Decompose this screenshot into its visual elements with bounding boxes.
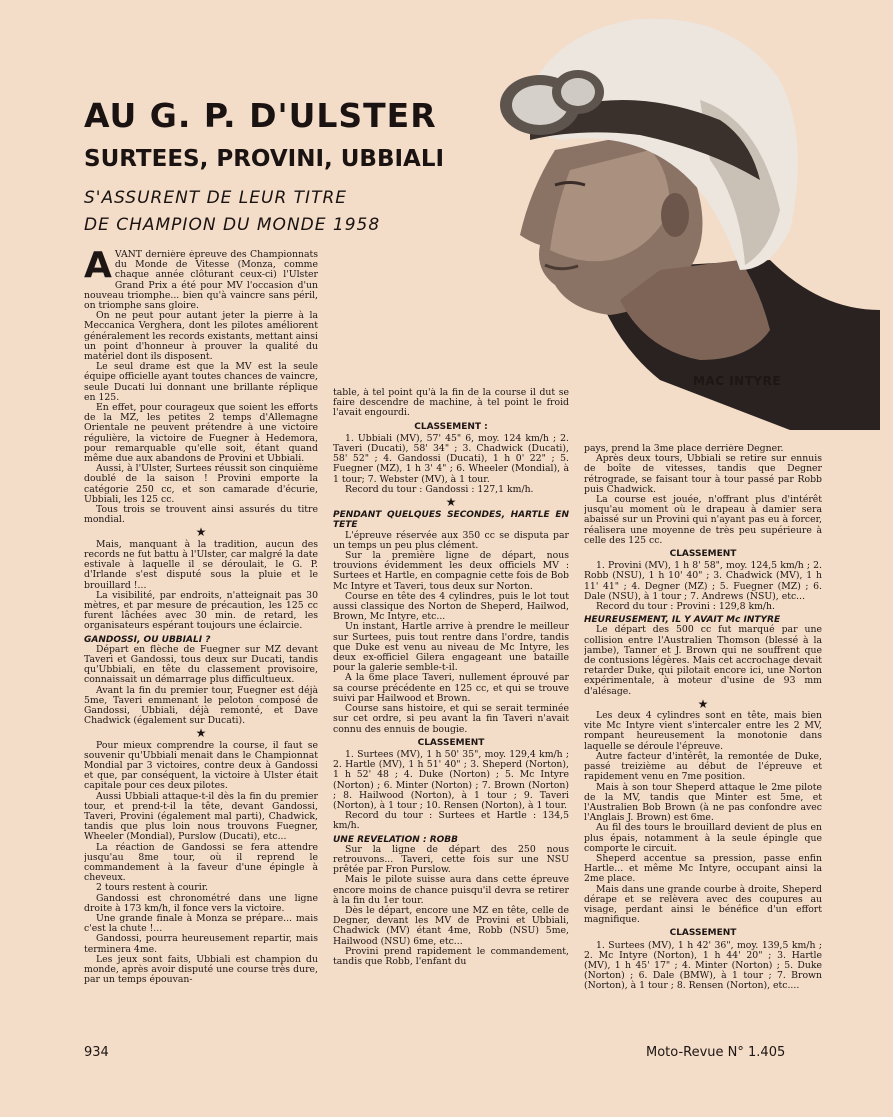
paragraph: Mais le pilote suisse aura dans cette épreuve encore moins de chance puisqu'il devra se retirer à la fin du 1er tour. [333,874,569,906]
section-heading: UNE REVELATION : ROBB [333,834,458,845]
star-separator: ★ [697,696,709,711]
paragraph: La visibilité, par endroits, n'atteignait pas 30 mètres, et par mesure de précaution, les 125 cc furent lâchées avec 30 min. de retard, les organisateurs espérant toujours une éclaircie. [84,589,318,632]
paragraph: Aussi Ubbiali attaque-t-il dès la fin du premier tour, et prend-t-il la tête, devant Gandossi, Taveri, Provini (également mal parti), Chadwick, tandis que plus loin nous trouvons Fuegner, Wheeler (Mondial), Purslow (Ducati), etc... [84,790,318,843]
paragraph: Provini prend rapidement le commandement, tandis que Robb, l'enfant du [333,945,569,967]
page-number: 934 [84,1045,109,1060]
article-column-2 [333,388,569,1040]
section-heading: HEUREUSEMENT, IL Y AVAIT Mc INTYRE [584,615,781,626]
photo-caption: MAC INTYRE [693,374,782,388]
paragraph: Le départ des 500 cc fut marqué par une collision entre l'Australien Thomson (blessé à la jambe), Tanner et J. Brown qui ne souffrent que de contusions légères. Mais cet accrochage devait retarder Duke, qui pilotait encore ici, une Norton expérimentale, à moteur d'usine de 93 mm d'alésage. [584,624,822,697]
paragraph: Mais à son tour Sheperd attaque le 2me pilote de la MV, tandis que Minter est 5me, et l'Australien Bob Brown (à ne pas confondre avec l'Anglais J. Brown) est 6me. [584,781,822,824]
magazine-issue: Moto-Revue N° 1.405 [646,1045,786,1060]
paragraph: La course est jouée, n'offrant plus d'intérêt jusqu'au moment où le drapeau à damier sera abaissé sur un Provini qui n'ayant pas eu à forcer, réalisera une moyenne de très peu supérieure à celle des 125 cc. [584,494,822,546]
paragraph: En effet, pour courageux que soient les efforts de la MZ, les petites 2 temps d'Allemagne Orientale ne peuvent prétendre à une victoire régulière, la victoire de Fuegner à Hedemora, pour remarquable qu'elle soit, étant quand même due aux abandons de Provini et Ubbiali. [84,402,318,465]
classification-title: CLASSEMENT [669,549,737,560]
headline-line-3: S'ASSURENT DE LEUR TITRE [84,188,348,208]
paragraph: Un instant, Hartle arrive à prendre le meilleur sur Surtees, puis tout rentre dans l'ordre, tandis que Duke est venu au niveau de Mc Intyre, les deux ex-officiel Gilera engageant une bataille pour la galerie semble-t-il. [333,621,569,674]
drop-cap: A [84,250,112,286]
paragraph: Au fil des tours le brouillard devient de plus en plus épais, notamment à la seule épingle que comporte le circuit. [584,822,822,854]
paragraph: L'épreuve réservée aux 350 cc se disputa par un temps un peu plus clément. [333,529,569,551]
paragraph: A la 6me place Taveri, nullement éprouvé par sa course précédente en 125 cc, et qui se trouve suivi par Hailwood et Brown. [333,672,569,704]
section-heading: GANDOSSI, OU UBBIALI ? [84,634,211,645]
lap-record: Record du tour : Provini : 129,8 km/h. [596,601,775,613]
star-separator: ★ [445,495,457,510]
paragraph: La réaction de Gandossi se fera attendre jusqu'au 8me tour, où il reprend le commandement à la faveur d'une épingle à cheveux. [84,841,318,884]
classification-title: CLASSEMENT [417,737,485,748]
paragraph: Sur la première ligne de départ, nous trouvions évidemment les deux officiels MV : Surtees et Hartle, en compagnie cette fois de Bob Mc Intyre et Taveri, tous deux sur Norton. [333,550,569,592]
headline: AU G. P. D'ULSTER [84,96,437,135]
paragraph: Autre facteur d'intérêt, la remontée de Duke, passé treizième au début de l'épreuve et rapidement venu en 7me position. [584,750,822,783]
paragraph: Les jeux sont faits, Ubbiali est champion du monde, après avoir disputé une course très dure, par un temps épouvan- [84,953,318,986]
paragraph: Une grande finale à Monza se prépare... mais c'est la chute !... [84,913,318,935]
portrait-photo [460,10,880,430]
paragraph: On ne peut pour autant jeter la pierre à la Meccanica Verghera, dont les pilotes améliorent généralement les records existants, mettant ainsi un point d'honneur à prouver la qualité du matériel dont ils disposent. [84,310,318,363]
paragraph: Course sans histoire, et qui se serait terminée sur cet ordre, si peu avant la fin Taveri n'avait connu des ennuis de bougie. [333,703,569,735]
paragraph: Aussi, à l'Ulster, Surtees réussit son cinquième doublé de la saison ! Provini emporte la catégorie 250 cc, et son camarade d'écurie, Ubbiali, les 125 cc. [84,463,318,505]
paragraph: 2 tours restent à courir. [96,882,209,894]
paragraph: table, à tel point qu'à la fin de la course il dut se faire descendre de machine, à tel point le froid l'avait engourdi. [333,388,569,419]
article-column-1 [84,250,318,1040]
paragraph: Avant la fin du premier tour, Fuegner est déjà 5me, Taveri emmenant le peloton composé de Gandossi, Ubbiali, déjà remonté, et Dave Chadwick (également sur Ducati). [84,684,318,727]
paragraph: Gandossi, pourra heureusement repartir, mais terminera 4me. [84,933,318,955]
paragraph: Mais dans une grande courbe à droite, Sheperd dérape et se relèvera avec des coupures au visage, perdant ainsi le bénéfice d'un effort magnifique. [584,883,822,926]
classification-results: 1. Surtees (MV), 1 h 42' 36", moy. 139,5 km/h ; 2. Mc Intyre (Norton), 1 h 44' 20" ; 3. Hartle (MV), 1 h 45' 17" ; 4. Minter (Norton) ; 5. Duke (Norton) ; 6. Dale (BMW), à 1 tour ; 7. Brown (Norton), à 1 tour ; 8. Rensen (Norton), etc.... [584,939,822,992]
classification-title: CLASSEMENT : [414,421,488,432]
paragraph: Tous trois se trouvent ainsi assurés du titre mondial. [84,504,318,526]
classification-title: CLASSEMENT [669,928,737,939]
classification-results: 1. Ubbiali (MV), 57' 45" 6, moy. 124 km/h ; 2. Taveri (Ducati), 58' 34" ; 3. Chadwick (Ducati), 58' 52" ; 4. Gandossi (Ducati), 1 h 0' 22" ; 5. Fuegner (MZ), 1 h 3' 4" ; 6. Wheeler (Mondial), à 1 tour; 7. Webster (MV), à 1 tour. [333,432,569,485]
paragraph: Le seul drame est que la MV est la seule équipe officielle ayant toutes chances de vaincre, seule Ducati lui donnant une brillante réplique en 125. [84,361,318,403]
section-heading: PENDANT QUELQUES SECONDES, HARTLE EN TETE [333,510,569,531]
paragraph: Mais, manquant à la tradition, aucun des records ne fut battu à l'Ulster, car malgré la date estivale à laquelle il se déroulait, le G. P. d'Irlande s'est disputé sous la pluie et le brouillard !... [84,538,318,591]
star-separator: ★ [195,525,207,540]
classification-results: 1. Surtees (MV), 1 h 50' 35", moy. 129,4 km/h ; 2. Hartle (MV), 1 h 51' 40" ; 3. Sheperd (Norton), 1 h 52' 48 ; 4. Duke (Norton) ; 5. Mc Intyre (Norton) ; 6. Minter (Norton) ; 7. Brown (Norton) ; 8. Hailwood (Norton), à 1 tour ; 9. Taveri (Norton), à 1 tour ; 10. Rensen (Norton), à 1 tour. [333,748,569,811]
paragraph: Sur la ligne de départ des 250 nous retrouvons... Taveri, cette fois sur une NSU prêtée par Fron Purslow. [333,843,569,876]
star-separator: ★ [195,726,207,741]
headline-line-4: DE CHAMPION DU MONDE 1958 [84,215,381,235]
paragraph: Départ en flèche de Fuegner sur MZ devant Taveri et Gandossi, tous deux sur Ducati, tandis qu'Ubbiali, en tête du classement provisoire, connaissait un démarrage plus difficultueux. [84,643,318,686]
article-column-3 [584,444,822,1040]
lap-record: Record du tour : Surtees et Hartle : 134,5 km/h. [333,810,569,832]
paragraph: Gandossi est chronométré dans une ligne droite à 173 km/h, il fonce vers la victoire. [84,892,318,914]
paragraph: Sheperd accentue sa pression, passe enfin Hartle... et même Mc Intyre, occupant ainsi la 2me place. [584,852,822,885]
paragraph: Dès le départ, encore une MZ en tête, celle de Degner, devant les MV de Provini et Ubbiali, Chadwick (MV) étant 4me, Robb (NSU) 5me, Hailwood (NSU) 6me, etc... [333,904,569,947]
intro-paragraph: AVANT dernière épreuve des Championnats du Monde de Vitesse (Monza, comme chaque année clôturant ceux-ci) l'Ulster Grand Prix a été pour MV l'occasion d'un nouveau triomphe... bien qu'à vaincre sans péril, on triomphe sans gloire. [84,250,318,312]
lap-record: Record du tour : Gandossi : 127,1 km/h. [345,483,534,495]
paragraph: Course en tête des 4 cylindres, puis le lot tout aussi classique des Norton de Sheperd, Hailwod, Brown, Mc Intyre, etc... [333,590,569,623]
paragraph: Pour mieux comprendre la course, il faut se souvenir qu'Ubbiali menait dans le Championnat Mondial par 3 victoires, contre deux à Gandossi et que, par conséquent, la victoire à Ulster était capitale pour ces deux pilotes. [84,739,318,792]
paragraph: Les deux 4 cylindres sont en tête, mais bien vite Mc Intyre vient s'intercaler entre les 2 MV, rompant heureusement la monotonie dans laquelle se déroule l'épreuve. [584,710,822,752]
paragraph: pays, prend la 3me place derrière Degner. [584,444,784,454]
paragraph: Après deux tours, Ubbiali se retire sur ennuis de boîte de vitesses, tandis que Degner rétrograde, se faisant tour à tour passé par Robb puis Chadwick. [584,453,822,495]
subheadline: SURTEES, PROVINI, UBBIALI [84,146,445,172]
classification-results: 1. Provini (MV), 1 h 8' 58", moy. 124,5 km/h ; 2. Robb (NSU), 1 h 10' 40" ; 3. Chadwick (MV), 1 h 11' 41" ; 4. Degner (MZ) ; 5. Fuegner (MZ) ; 6. Dale (NSU), à 1 tour ; 7. Andrews (NSU), etc... [584,560,822,602]
